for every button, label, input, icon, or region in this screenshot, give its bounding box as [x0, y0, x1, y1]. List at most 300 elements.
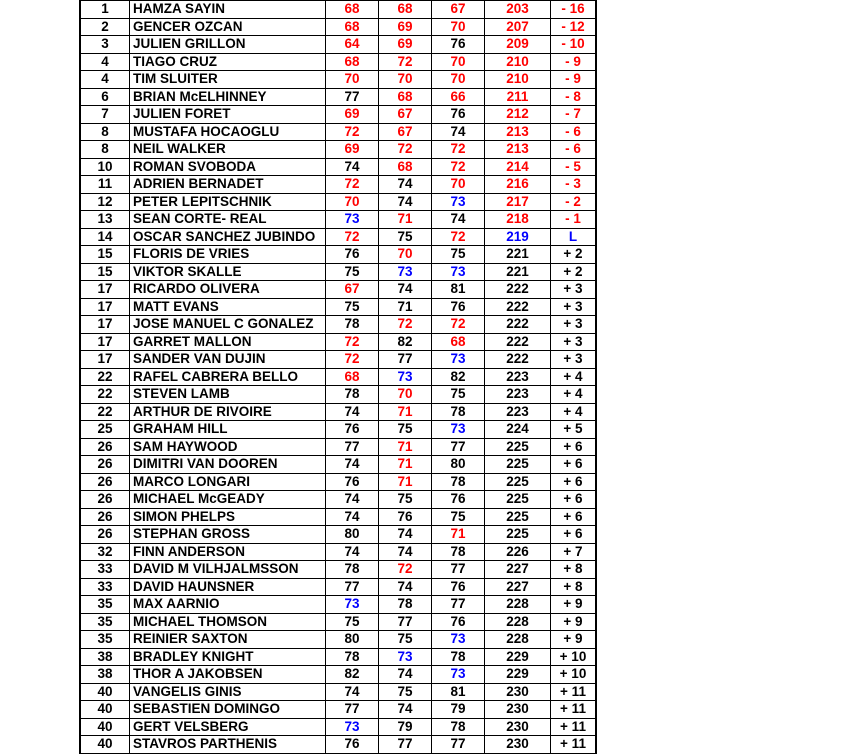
to-par-score: - 9: [551, 71, 597, 89]
round-3-score: 76: [432, 298, 485, 316]
table-row: [80, 368, 596, 386]
total-score: 216: [485, 176, 551, 194]
round-1-score: 74: [326, 543, 379, 561]
position-cell: 4: [80, 53, 130, 71]
total-score: 223: [485, 403, 551, 421]
round-2-score: 74: [379, 193, 432, 211]
table-row: [80, 193, 596, 211]
round-3-score: 81: [432, 281, 485, 299]
table-row: [80, 648, 596, 666]
total-score: 230: [485, 736, 551, 754]
round-1-score: 78: [326, 648, 379, 666]
position-cell: 17: [80, 333, 130, 351]
total-score: 228: [485, 613, 551, 631]
round-1-score: 72: [326, 123, 379, 141]
round-1-score: 76: [326, 421, 379, 439]
to-par-score: - 7: [551, 106, 597, 124]
total-score: 227: [485, 561, 551, 579]
position-cell: 3: [80, 36, 130, 54]
round-2-score: 77: [379, 613, 432, 631]
round-1-score: 75: [326, 263, 379, 281]
round-3-score: 82: [432, 368, 485, 386]
position-cell: 17: [80, 351, 130, 369]
total-score: 203: [485, 0, 551, 18]
total-score: 209: [485, 36, 551, 54]
table-row: [80, 281, 596, 299]
position-cell: 32: [80, 543, 130, 561]
to-par-score: + 6: [551, 456, 597, 474]
round-3-score: 78: [432, 473, 485, 491]
round-3-score: 79: [432, 701, 485, 719]
round-3-score: 76: [432, 106, 485, 124]
round-2-score: 75: [379, 421, 432, 439]
to-par-score: + 6: [551, 491, 597, 509]
position-cell: 26: [80, 438, 130, 456]
round-2-score: 73: [379, 368, 432, 386]
position-cell: 14: [80, 228, 130, 246]
total-score: 223: [485, 386, 551, 404]
table-row: [80, 526, 596, 544]
player-name-cell: SIMON PHELPS: [130, 508, 326, 526]
to-par-score: + 3: [551, 298, 597, 316]
to-par-score: - 5: [551, 158, 597, 176]
table-row: [80, 456, 596, 474]
round-1-score: 73: [326, 596, 379, 614]
total-score: 219: [485, 228, 551, 246]
to-par-score: L: [551, 228, 597, 246]
player-name-cell: JULIEN GRILLON: [130, 36, 326, 54]
round-1-score: 74: [326, 158, 379, 176]
position-cell: 35: [80, 613, 130, 631]
player-name-cell: GERT VELSBERG: [130, 718, 326, 736]
total-score: 221: [485, 246, 551, 264]
position-cell: 17: [80, 316, 130, 334]
round-1-score: 64: [326, 36, 379, 54]
round-2-score: 75: [379, 491, 432, 509]
total-score: 224: [485, 421, 551, 439]
round-1-score: 73: [326, 718, 379, 736]
to-par-score: + 3: [551, 316, 597, 334]
table-row: [80, 88, 596, 106]
player-name-cell: MARCO LONGARI: [130, 473, 326, 491]
round-1-score: 68: [326, 18, 379, 36]
table-row: [80, 473, 596, 491]
to-par-score: + 2: [551, 263, 597, 281]
round-3-score: 76: [432, 36, 485, 54]
round-2-score: 72: [379, 316, 432, 334]
player-name-cell: ARTHUR DE RIVOIRE: [130, 403, 326, 421]
round-1-score: 80: [326, 526, 379, 544]
round-2-score: 77: [379, 736, 432, 754]
to-par-score: + 10: [551, 648, 597, 666]
table-row: [80, 491, 596, 509]
round-1-score: 76: [326, 246, 379, 264]
to-par-score: + 6: [551, 526, 597, 544]
position-cell: 7: [80, 106, 130, 124]
round-3-score: 78: [432, 403, 485, 421]
round-3-score: 74: [432, 211, 485, 229]
table-row: [80, 631, 596, 649]
to-par-score: - 6: [551, 141, 597, 159]
table-row: [80, 0, 596, 18]
position-cell: 4: [80, 71, 130, 89]
round-2-score: 69: [379, 18, 432, 36]
total-score: 229: [485, 648, 551, 666]
to-par-score: - 6: [551, 123, 597, 141]
to-par-score: + 7: [551, 543, 597, 561]
total-score: 207: [485, 18, 551, 36]
player-name-cell: REINIER SAXTON: [130, 631, 326, 649]
round-2-score: 67: [379, 106, 432, 124]
round-2-score: 77: [379, 351, 432, 369]
round-3-score: 72: [432, 228, 485, 246]
to-par-score: - 1: [551, 211, 597, 229]
player-name-cell: NEIL WALKER: [130, 141, 326, 159]
round-3-score: 78: [432, 543, 485, 561]
position-cell: 26: [80, 473, 130, 491]
round-2-score: 75: [379, 631, 432, 649]
total-score: 217: [485, 193, 551, 211]
table-row: [80, 543, 596, 561]
position-cell: 33: [80, 578, 130, 596]
player-name-cell: TIM SLUITER: [130, 71, 326, 89]
round-1-score: 69: [326, 106, 379, 124]
round-2-score: 73: [379, 263, 432, 281]
to-par-score: + 10: [551, 666, 597, 684]
total-score: 228: [485, 631, 551, 649]
table-row: [80, 71, 596, 89]
round-2-score: 68: [379, 0, 432, 18]
player-name-cell: MATT EVANS: [130, 298, 326, 316]
round-2-score: 74: [379, 281, 432, 299]
total-score: 230: [485, 683, 551, 701]
total-score: 221: [485, 263, 551, 281]
round-1-score: 73: [326, 211, 379, 229]
round-3-score: 73: [432, 666, 485, 684]
round-1-score: 72: [326, 333, 379, 351]
to-par-score: + 6: [551, 438, 597, 456]
to-par-score: + 9: [551, 631, 597, 649]
round-2-score: 74: [379, 176, 432, 194]
position-cell: 26: [80, 456, 130, 474]
total-score: 227: [485, 578, 551, 596]
table-row: [80, 263, 596, 281]
round-2-score: 75: [379, 228, 432, 246]
round-1-score: 80: [326, 631, 379, 649]
table-row: [80, 403, 596, 421]
leaderboard-body: [80, 0, 596, 753]
table-row: [80, 666, 596, 684]
round-3-score: 76: [432, 578, 485, 596]
player-name-cell: GENCER OZCAN: [130, 18, 326, 36]
table-row: [80, 333, 596, 351]
total-score: 225: [485, 491, 551, 509]
round-3-score: 77: [432, 736, 485, 754]
player-name-cell: MUSTAFA HOCAOGLU: [130, 123, 326, 141]
total-score: 228: [485, 596, 551, 614]
table-row: [80, 158, 596, 176]
position-cell: 26: [80, 491, 130, 509]
player-name-cell: ROMAN SVOBODA: [130, 158, 326, 176]
round-2-score: 75: [379, 683, 432, 701]
table-row: [80, 736, 596, 754]
round-1-score: 75: [326, 298, 379, 316]
to-par-score: + 3: [551, 281, 597, 299]
round-1-score: 75: [326, 613, 379, 631]
table-row: [80, 123, 596, 141]
round-2-score: 71: [379, 298, 432, 316]
total-score: 225: [485, 473, 551, 491]
total-score: 222: [485, 298, 551, 316]
position-cell: 12: [80, 193, 130, 211]
round-3-score: 76: [432, 491, 485, 509]
to-par-score: + 6: [551, 508, 597, 526]
round-1-score: 77: [326, 701, 379, 719]
player-name-cell: RICARDO OLIVERA: [130, 281, 326, 299]
round-3-score: 78: [432, 648, 485, 666]
total-score: 229: [485, 666, 551, 684]
table-row: [80, 228, 596, 246]
round-3-score: 72: [432, 141, 485, 159]
table-row: [80, 421, 596, 439]
round-1-score: 74: [326, 508, 379, 526]
player-name-cell: GRAHAM HILL: [130, 421, 326, 439]
total-score: 222: [485, 316, 551, 334]
round-3-score: 75: [432, 386, 485, 404]
round-1-score: 72: [326, 228, 379, 246]
to-par-score: + 11: [551, 736, 597, 754]
table-row: [80, 508, 596, 526]
round-3-score: 74: [432, 123, 485, 141]
round-2-score: 74: [379, 526, 432, 544]
round-3-score: 75: [432, 508, 485, 526]
to-par-score: + 11: [551, 683, 597, 701]
table-row: [80, 106, 596, 124]
round-2-score: 71: [379, 438, 432, 456]
player-name-cell: RAFEL CABRERA BELLO: [130, 368, 326, 386]
player-name-cell: JULIEN FORET: [130, 106, 326, 124]
round-1-score: 77: [326, 578, 379, 596]
round-2-score: 67: [379, 123, 432, 141]
table-row: [80, 176, 596, 194]
round-2-score: 74: [379, 701, 432, 719]
position-cell: 13: [80, 211, 130, 229]
round-1-score: 70: [326, 71, 379, 89]
round-3-score: 75: [432, 246, 485, 264]
round-2-score: 74: [379, 578, 432, 596]
table-row: [80, 211, 596, 229]
table-row: [80, 578, 596, 596]
player-name-cell: MAX AARNIO: [130, 596, 326, 614]
table-row: [80, 18, 596, 36]
round-1-score: 68: [326, 53, 379, 71]
total-score: 222: [485, 281, 551, 299]
round-1-score: 74: [326, 683, 379, 701]
round-2-score: 74: [379, 666, 432, 684]
round-2-score: 72: [379, 53, 432, 71]
position-cell: 25: [80, 421, 130, 439]
player-name-cell: STEPHAN GROSS: [130, 526, 326, 544]
round-3-score: 73: [432, 263, 485, 281]
position-cell: 15: [80, 246, 130, 264]
table-row: [80, 141, 596, 159]
round-1-score: 77: [326, 438, 379, 456]
total-score: 225: [485, 526, 551, 544]
player-name-cell: DIMITRI VAN DOOREN: [130, 456, 326, 474]
round-2-score: 70: [379, 71, 432, 89]
round-3-score: 73: [432, 351, 485, 369]
round-2-score: 68: [379, 158, 432, 176]
position-cell: 6: [80, 88, 130, 106]
to-par-score: - 10: [551, 36, 597, 54]
round-1-score: 67: [326, 281, 379, 299]
table-row: [80, 613, 596, 631]
to-par-score: - 9: [551, 53, 597, 71]
position-cell: 8: [80, 123, 130, 141]
player-name-cell: BRIAN McELHINNEY: [130, 88, 326, 106]
player-name-cell: DAVID HAUNSNER: [130, 578, 326, 596]
total-score: 222: [485, 351, 551, 369]
round-3-score: 70: [432, 71, 485, 89]
position-cell: 10: [80, 158, 130, 176]
table-row: [80, 316, 596, 334]
round-3-score: 77: [432, 596, 485, 614]
table-row: [80, 683, 596, 701]
player-name-cell: DAVID M VILHJALMSSON: [130, 561, 326, 579]
position-cell: 22: [80, 403, 130, 421]
round-1-score: 74: [326, 491, 379, 509]
player-name-cell: FINN ANDERSON: [130, 543, 326, 561]
round-3-score: 72: [432, 316, 485, 334]
player-name-cell: SEBASTIEN DOMINGO: [130, 701, 326, 719]
total-score: 226: [485, 543, 551, 561]
round-2-score: 72: [379, 561, 432, 579]
total-score: 211: [485, 88, 551, 106]
to-par-score: + 5: [551, 421, 597, 439]
player-name-cell: VANGELIS GINIS: [130, 683, 326, 701]
to-par-score: + 6: [551, 473, 597, 491]
position-cell: 8: [80, 141, 130, 159]
round-2-score: 71: [379, 473, 432, 491]
round-3-score: 72: [432, 158, 485, 176]
round-3-score: 76: [432, 613, 485, 631]
table-row: [80, 438, 596, 456]
round-1-score: 76: [326, 736, 379, 754]
total-score: 230: [485, 718, 551, 736]
round-1-score: 77: [326, 88, 379, 106]
total-score: 210: [485, 53, 551, 71]
round-3-score: 77: [432, 561, 485, 579]
position-cell: 17: [80, 298, 130, 316]
round-1-score: 76: [326, 473, 379, 491]
total-score: 225: [485, 438, 551, 456]
position-cell: 40: [80, 718, 130, 736]
round-2-score: 69: [379, 36, 432, 54]
table-row: [80, 718, 596, 736]
position-cell: 40: [80, 701, 130, 719]
player-name-cell: SANDER VAN DUJIN: [130, 351, 326, 369]
position-cell: 22: [80, 386, 130, 404]
player-name-cell: TIAGO CRUZ: [130, 53, 326, 71]
to-par-score: + 9: [551, 596, 597, 614]
player-name-cell: OSCAR SANCHEZ JUBINDO: [130, 228, 326, 246]
player-name-cell: BRADLEY KNIGHT: [130, 648, 326, 666]
table-row: [80, 701, 596, 719]
round-2-score: 73: [379, 648, 432, 666]
round-3-score: 73: [432, 421, 485, 439]
player-name-cell: STAVROS PARTHENIS: [130, 736, 326, 754]
round-3-score: 71: [432, 526, 485, 544]
to-par-score: + 9: [551, 613, 597, 631]
total-score: 212: [485, 106, 551, 124]
position-cell: 40: [80, 736, 130, 754]
table-row: [80, 351, 596, 369]
total-score: 230: [485, 701, 551, 719]
total-score: 214: [485, 158, 551, 176]
table-row: [80, 386, 596, 404]
round-1-score: 78: [326, 316, 379, 334]
to-par-score: - 2: [551, 193, 597, 211]
round-1-score: 70: [326, 193, 379, 211]
total-score: 210: [485, 71, 551, 89]
position-cell: 38: [80, 648, 130, 666]
total-score: 223: [485, 368, 551, 386]
round-3-score: 67: [432, 0, 485, 18]
position-cell: 38: [80, 666, 130, 684]
round-3-score: 70: [432, 18, 485, 36]
player-name-cell: THOR A JAKOBSEN: [130, 666, 326, 684]
total-score: 225: [485, 508, 551, 526]
round-1-score: 78: [326, 561, 379, 579]
round-3-score: 73: [432, 193, 485, 211]
position-cell: 1: [80, 0, 130, 18]
player-name-cell: SAM HAYWOOD: [130, 438, 326, 456]
round-1-score: 72: [326, 176, 379, 194]
round-3-score: 70: [432, 176, 485, 194]
round-1-score: 82: [326, 666, 379, 684]
total-score: 213: [485, 123, 551, 141]
total-score: 225: [485, 456, 551, 474]
round-2-score: 72: [379, 141, 432, 159]
round-2-score: 76: [379, 508, 432, 526]
position-cell: 35: [80, 631, 130, 649]
round-2-score: 79: [379, 718, 432, 736]
round-3-score: 78: [432, 718, 485, 736]
round-1-score: 74: [326, 456, 379, 474]
player-name-cell: ADRIEN BERNADET: [130, 176, 326, 194]
player-name-cell: GARRET MALLON: [130, 333, 326, 351]
table-row: [80, 36, 596, 54]
total-score: 222: [485, 333, 551, 351]
position-cell: 33: [80, 561, 130, 579]
round-3-score: 77: [432, 438, 485, 456]
to-par-score: + 8: [551, 578, 597, 596]
player-name-cell: MICHAEL THOMSON: [130, 613, 326, 631]
round-1-score: 69: [326, 141, 379, 159]
to-par-score: + 4: [551, 386, 597, 404]
round-2-score: 82: [379, 333, 432, 351]
table-row: [80, 298, 596, 316]
position-cell: 15: [80, 263, 130, 281]
total-score: 213: [485, 141, 551, 159]
to-par-score: + 3: [551, 333, 597, 351]
position-cell: 26: [80, 526, 130, 544]
player-name-cell: JOSE MANUEL C GONALEZ: [130, 316, 326, 334]
to-par-score: - 12: [551, 18, 597, 36]
leaderboard-table: [79, 0, 597, 754]
position-cell: 35: [80, 596, 130, 614]
to-par-score: - 3: [551, 176, 597, 194]
